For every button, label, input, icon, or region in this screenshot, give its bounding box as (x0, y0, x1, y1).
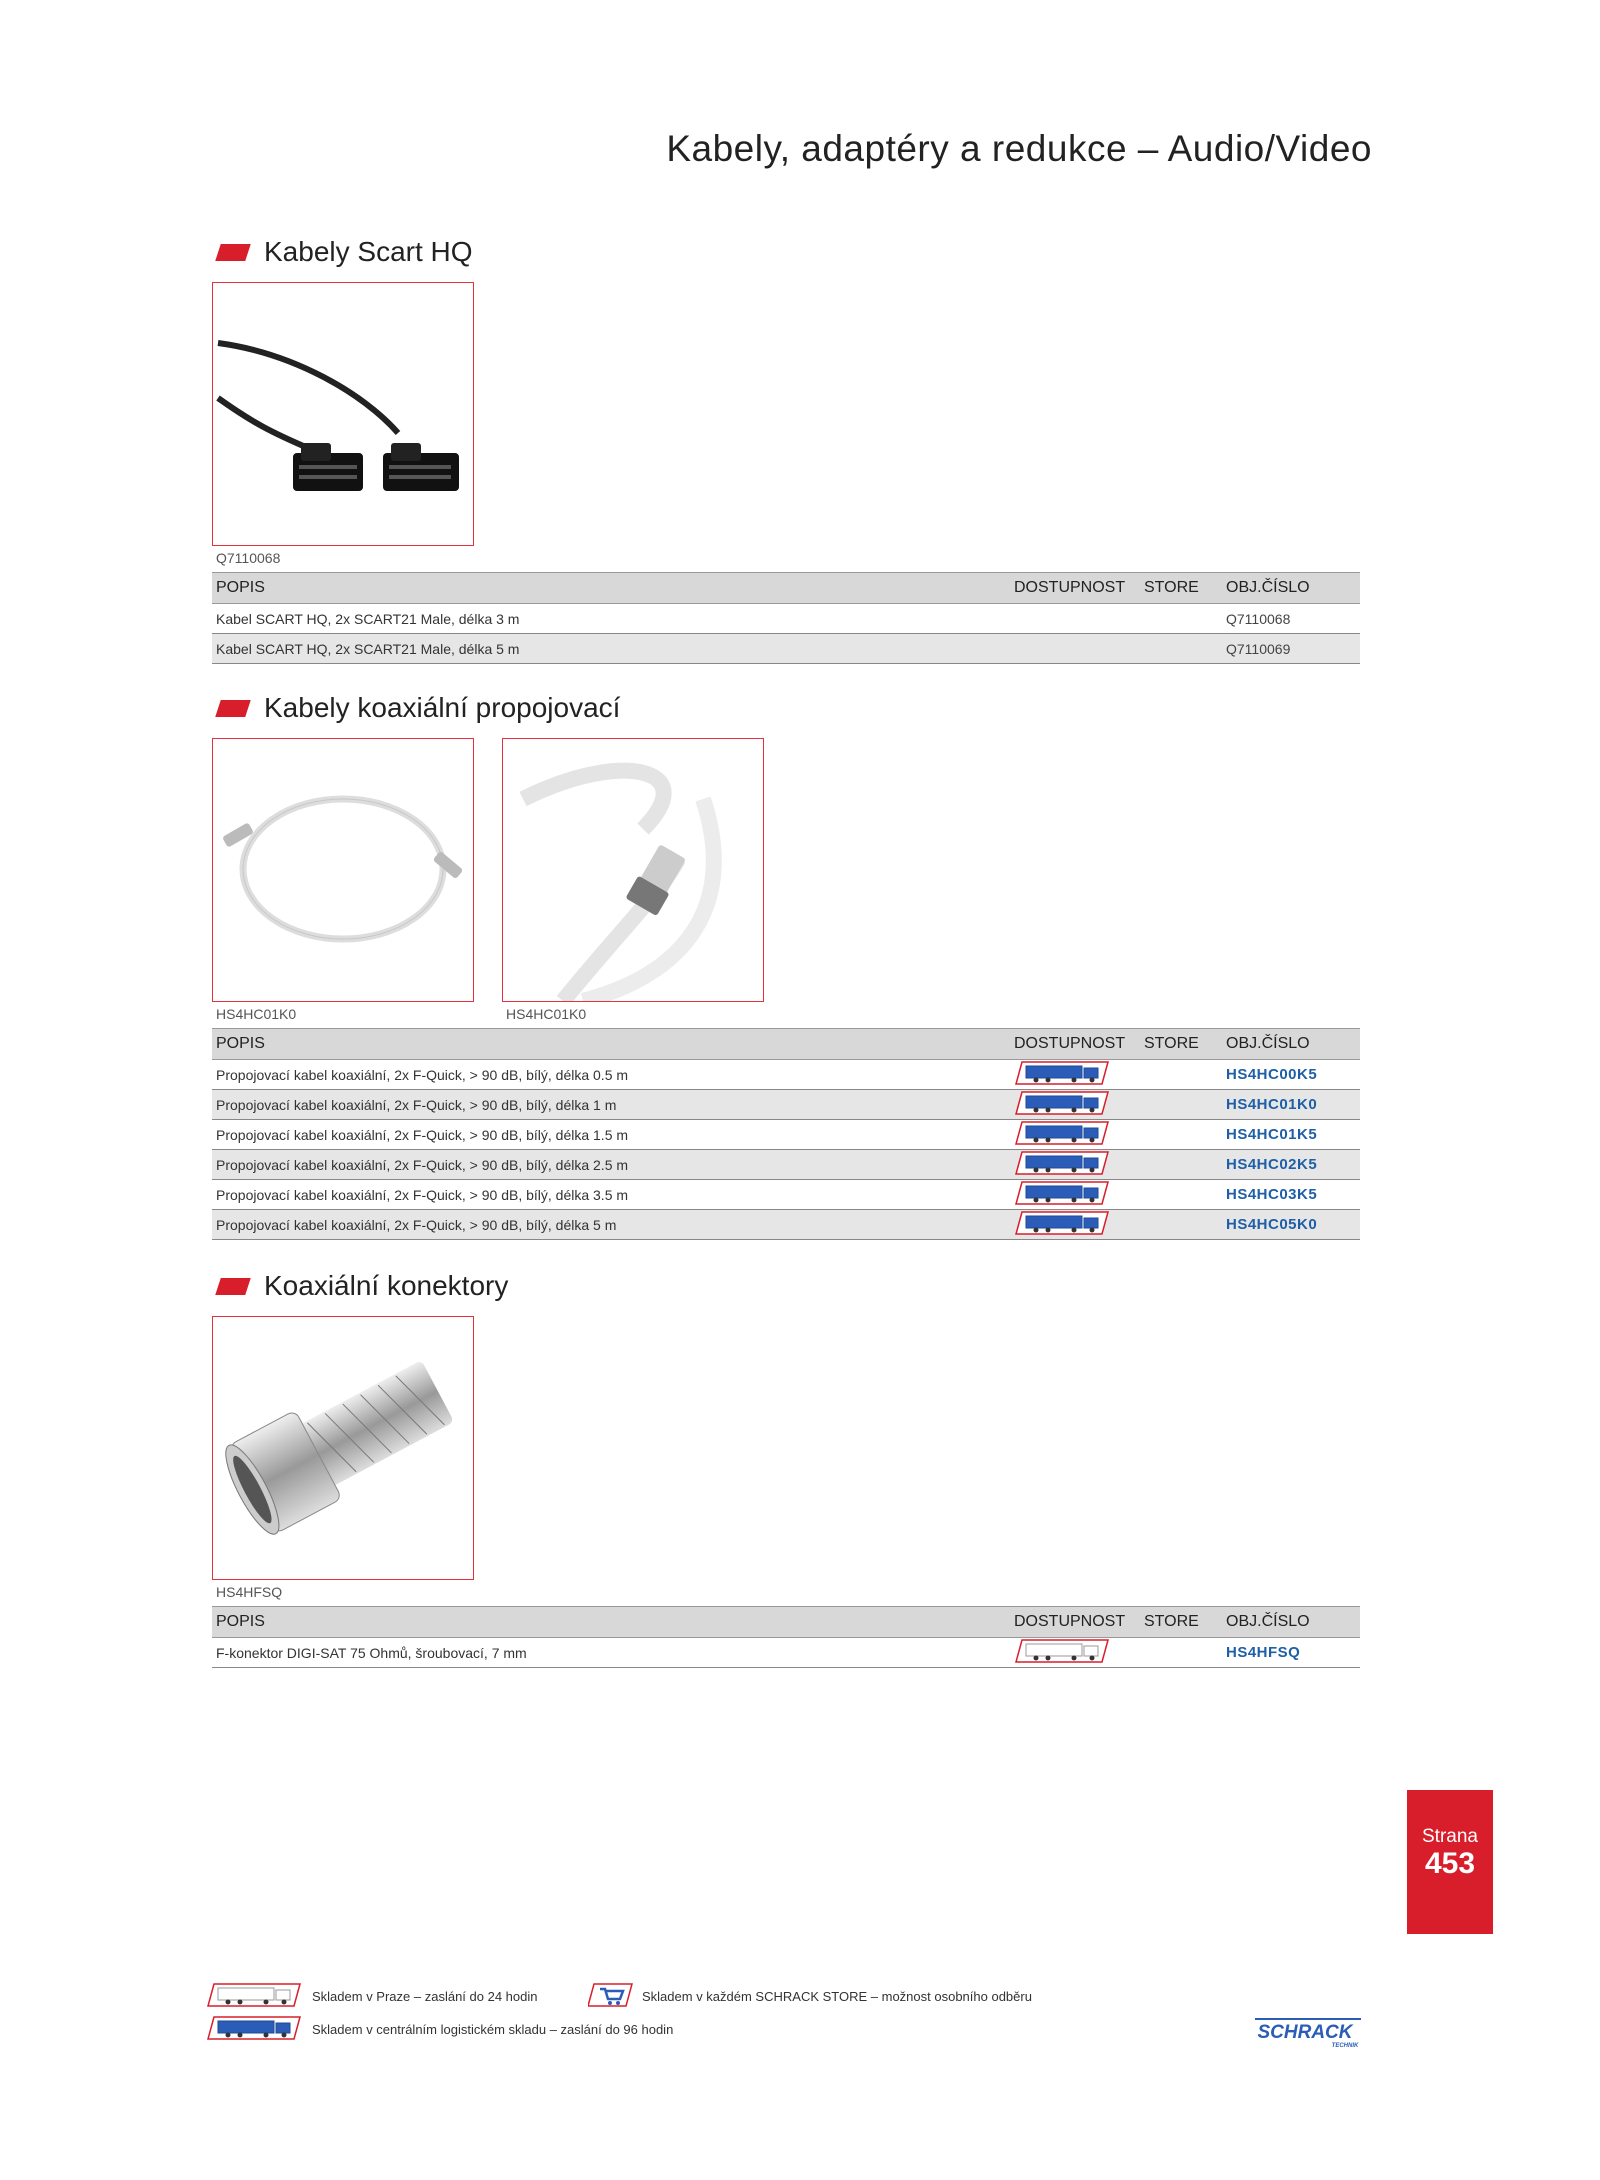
col-popis: POPIS (212, 1029, 1010, 1060)
central-truck-icon (1014, 1120, 1110, 1149)
row-desc: Propojovací kabel koaxiální, 2x F-Quick, > 90 dB, bílý, délka 3.5 m (212, 1180, 1010, 1210)
col-popis: POPIS (212, 1607, 1010, 1638)
col-store: STORE (1140, 1607, 1222, 1638)
product-code-link[interactable]: HS4HFSQ (1226, 1644, 1301, 1661)
legend-store: Skladem v každém SCHRACK STORE – možnost osobního odběru (642, 1989, 1032, 2004)
legend-central: Skladem v centrálním logistickém skladu – zaslání do 96 hodin (312, 2022, 674, 2037)
table-row (212, 1210, 1360, 1240)
product-code-link[interactable]: HS4HC01K0 (1226, 1096, 1318, 1113)
row-desc: Kabel SCART HQ, 2x SCART21 Male, délka 5 m (212, 634, 1010, 664)
product-code-link[interactable]: HS4HC00K5 (1226, 1066, 1318, 1083)
logo-text: SCHRACK (1257, 2022, 1353, 2043)
table-row (212, 1180, 1360, 1210)
col-obj: OBJ.ČÍSLO (1222, 573, 1360, 604)
image-code: Q7110068 (216, 550, 281, 566)
row-code: Q7110069 (1222, 634, 1360, 664)
image-code: HS4HFSQ (216, 1584, 283, 1600)
col-dostupnost: DOSTUPNOST (1010, 1029, 1140, 1060)
row-desc: Propojovací kabel koaxiální, 2x F-Quick, > 90 dB, bílý, délka 5 m (212, 1210, 1010, 1240)
image-code: HS4HC01K0 (216, 1006, 297, 1022)
section-title: Koaxiální konektory (264, 1270, 509, 1301)
product-table-scart (212, 572, 1360, 664)
central-truck-icon (206, 2015, 302, 2044)
row-desc: Propojovací kabel koaxiální, 2x F-Quick, > 90 dB, bílý, délka 1 m (212, 1090, 1010, 1120)
page-title: Kabely, adaptéry a redukce – Audio/Video (666, 128, 1372, 169)
page-number: 453 (1424, 1847, 1476, 1880)
product-table-coax (212, 1028, 1360, 1240)
central-truck-icon (1014, 1180, 1110, 1209)
legend-prague: Skladem v Praze – zaslání do 24 hodin (312, 1989, 538, 2004)
product-code-link[interactable]: HS4HC01K5 (1226, 1126, 1318, 1143)
section-coax-cables (212, 688, 1360, 1240)
prague-truck-icon (206, 1982, 302, 2011)
row-desc: Kabel SCART HQ, 2x SCART21 Male, délka 3 m (212, 604, 1010, 634)
section-marker (215, 700, 251, 717)
product-table-connectors (212, 1606, 1360, 1668)
central-truck-icon (1014, 1060, 1110, 1089)
col-popis: POPIS (212, 573, 1010, 604)
scart-cable-image[interactable] (212, 282, 474, 546)
product-code-link[interactable]: HS4HC05K0 (1226, 1216, 1318, 1233)
table-row (212, 1060, 1360, 1090)
central-truck-icon (1014, 1210, 1110, 1239)
table-row (212, 1120, 1360, 1150)
row-desc: Propojovací kabel koaxiální, 2x F-Quick, > 90 dB, bílý, délka 2.5 m (212, 1150, 1010, 1180)
central-truck-icon (1014, 1090, 1110, 1119)
col-obj: OBJ.ČÍSLO (1222, 1029, 1360, 1060)
col-store: STORE (1140, 1029, 1222, 1060)
section-scart (212, 232, 1360, 664)
table-row (212, 1090, 1360, 1120)
prague-truck-icon (1014, 1638, 1110, 1667)
row-desc: Propojovací kabel koaxiální, 2x F-Quick, > 90 dB, bílý, délka 0.5 m (212, 1060, 1010, 1090)
table-row (212, 604, 1360, 634)
section-title: Kabely Scart HQ (264, 236, 473, 267)
table-row (212, 1150, 1360, 1180)
page-number-badge (1407, 1790, 1493, 1934)
cart-icon (588, 1982, 634, 2011)
product-code-link[interactable]: HS4HC02K5 (1226, 1156, 1318, 1173)
col-dostupnost: DOSTUPNOST (1010, 573, 1140, 604)
section-marker (215, 244, 251, 261)
section-coax-connectors (212, 1266, 1360, 1668)
page-badge-label: Strana (1422, 1826, 1478, 1847)
coax-cable-image[interactable] (212, 738, 474, 1002)
row-code: Q7110068 (1222, 604, 1360, 634)
schrack-logo (1245, 2016, 1365, 2050)
row-desc: Propojovací kabel koaxiální, 2x F-Quick, > 90 dB, bílý, délka 1.5 m (212, 1120, 1010, 1150)
section-title: Kabely koaxiální propojovací (264, 692, 621, 723)
coax-cable-detail-image[interactable] (502, 738, 764, 1002)
col-store: STORE (1140, 573, 1222, 604)
central-truck-icon (1014, 1150, 1110, 1179)
row-desc: F-konektor DIGI-SAT 75 Ohmů, šroubovací, 7 mm (212, 1638, 1010, 1668)
section-marker (215, 1278, 251, 1295)
image-code: HS4HC01K0 (506, 1006, 587, 1022)
f-connector-image[interactable] (212, 1316, 474, 1580)
col-dostupnost: DOSTUPNOST (1010, 1607, 1140, 1638)
logo-subtext: TECHNIK (1331, 2043, 1359, 2049)
product-code-link[interactable]: HS4HC03K5 (1226, 1186, 1318, 1203)
table-row (212, 1638, 1360, 1668)
col-obj: OBJ.ČÍSLO (1222, 1607, 1360, 1638)
table-row (212, 634, 1360, 664)
